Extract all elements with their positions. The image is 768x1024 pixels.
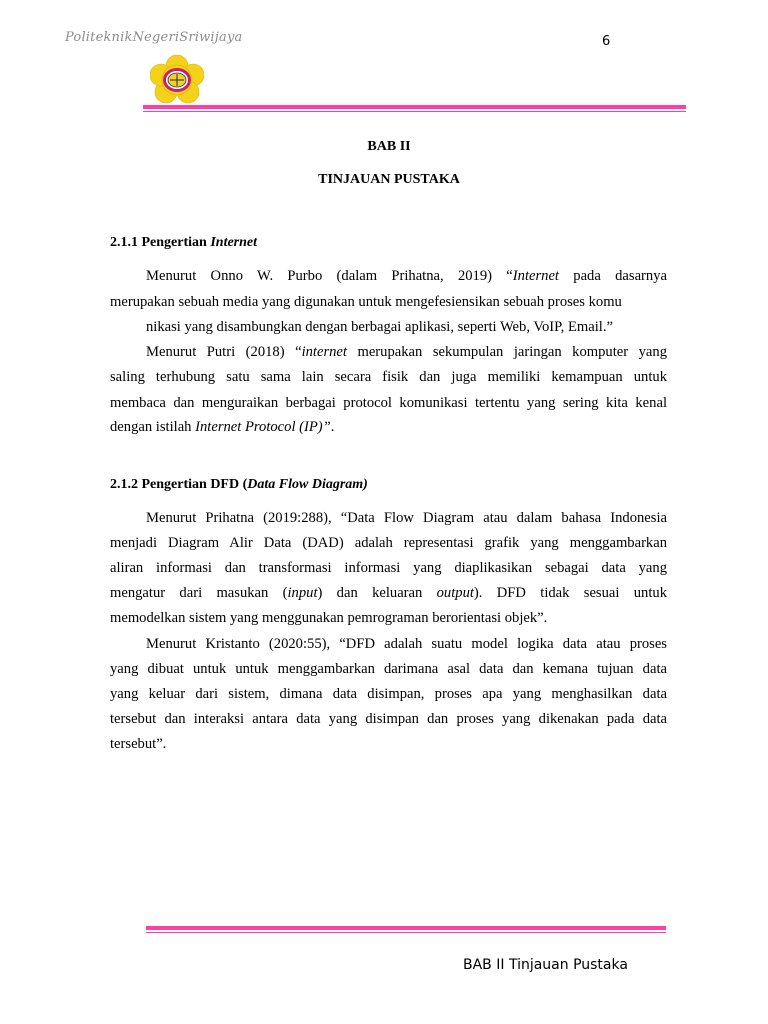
paragraph-line: aliran informasi dan transformasi informasi yang diaplikasikan sebagai data yang	[110, 560, 667, 576]
paragraph-line: Menurut Putri (2018) “internet merupakan sekumpulan jaringan komputer yang	[146, 344, 667, 360]
paragraph-line: tersebut dan interaksi antara data yang disimpan dan proses yang dikenakan pada data	[110, 711, 667, 727]
paragraph-line: yang dibuat untuk untuk menggambarkan darimana asal data dan kemana tujuan data	[110, 661, 667, 677]
institution-name: PoliteknikNegeriSriwijaya	[65, 30, 243, 45]
paragraph-line: merupakan sebuah media yang digunakan untuk mengefesiensikan sebuah proses komu	[110, 294, 622, 310]
section-heading-internet: 2.1.1 Pengertian Internet	[110, 235, 258, 250]
chapter-number: BAB II	[367, 139, 411, 154]
paragraph-line: membaca dan menguraikan berbagai protocol komunikasi tertentu yang sering kita kenal	[110, 395, 667, 411]
paragraph-line: mengatur dari masukan (input) dan keluaran output). DFD tidak sesuai untuk	[110, 585, 667, 601]
paragraph-line: menjadi Diagram Alir Data (DAD) adalah representasi grafik yang menggambarkan	[110, 535, 667, 551]
footer-chapter-label: BAB II Tinjauan Pustaka	[463, 957, 628, 973]
footer-divider	[146, 926, 666, 933]
page-number: 6	[602, 34, 611, 49]
header-divider	[143, 105, 686, 112]
paragraph-line: Menurut Onno W. Purbo (dalam Prihatna, 2019) “Internet pada dasarnya	[146, 268, 667, 284]
section-heading-dfd: 2.1.2 Pengertian DFD (Data Flow Diagram)	[110, 477, 368, 492]
paragraph-line: nikasi yang disambungkan dengan berbagai aplikasi, seperti Web, VoIP, Email.”	[146, 319, 613, 335]
paragraph-line: memodelkan sistem yang menggunakan pemrograman berorientasi objek”.	[110, 610, 548, 626]
paragraph-line: tersebut”.	[110, 736, 167, 752]
paragraph-line: saling terhubung satu sama lain secara fisik dan juga memiliki kemampuan untuk	[110, 369, 667, 385]
chapter-title: TINJAUAN PUSTAKA	[318, 172, 460, 187]
polsri-logo-icon	[150, 55, 204, 105]
paragraph-line: Menurut Kristanto (2020:55), “DFD adalah suatu model logika data atau proses	[146, 636, 667, 652]
paragraph-line: yang keluar dari sistem, dimana data disimpan, proses apa yang menghasilkan data	[110, 686, 667, 702]
paragraph-line: dengan istilah Internet Protocol (IP)”.	[110, 419, 335, 435]
paragraph-line: Menurut Prihatna (2019:288), “Data Flow Diagram atau dalam bahasa Indonesia	[146, 510, 667, 526]
